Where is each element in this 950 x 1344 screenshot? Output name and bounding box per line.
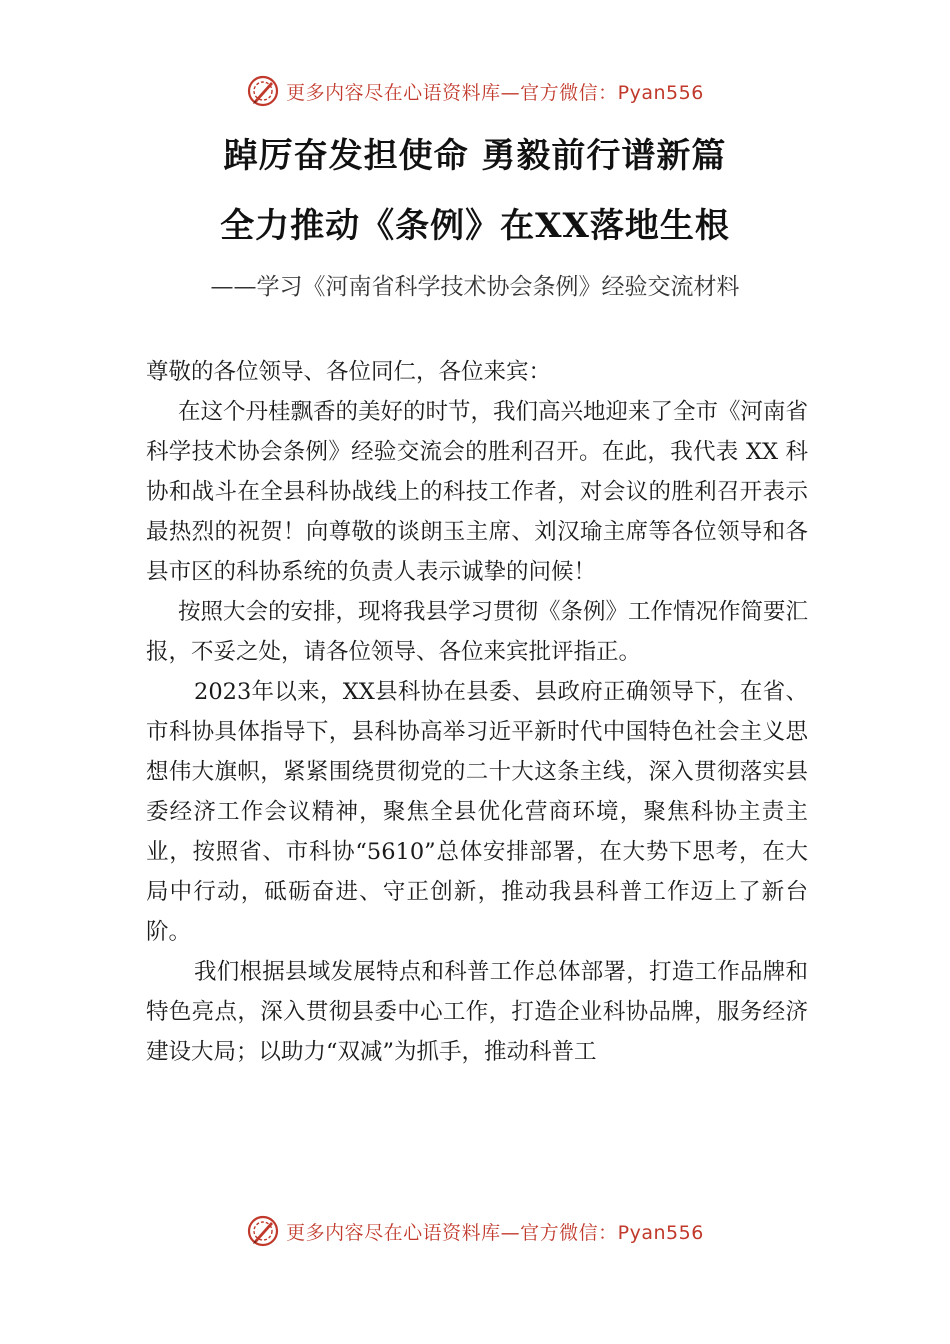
watermark-text: 更多内容尽在心语资料库—官方微信：Pyan556 — [286, 1221, 704, 1244]
watermark-text: 更多内容尽在心语资料库—官方微信：Pyan556 — [286, 81, 704, 104]
pen-seal-logo-icon — [246, 1214, 280, 1248]
body-paragraph-1: 在这个丹桂飘香的美好的时节，我们高兴地迎来了全市《河南省科学技术协会条例》经验交流会的胜利召开。在此，我代表 XX 科协和战斗在全县科协战线上的科技工作者，对会议的胜利召开表示最热烈的祝贺！向尊敬的谈朗玉主席、刘汉瑜主席等各位领导和各县市区的科协系统的负责人表示诚挚的问候！ — [146, 399, 809, 585]
pen-seal-logo-icon — [246, 74, 280, 108]
salutation: 尊敬的各位领导、各位同仁，各位来宾： — [146, 359, 552, 385]
document-body — [146, 352, 808, 1072]
body-paragraph-4: 我们根据县域发展特点和科普工作总体部署，打造工作品牌和特色亮点，深入贯彻县委中心工作，打造企业科协品牌，服务经济建设大局；以助力“双减”为抓手，推动科普工 — [146, 959, 808, 1065]
body-paragraph-2: 按照大会的安排，现将我县学习贯彻《条例》工作情况作简要汇报，不妥之处，请各位领导、各位来宾批评指正。 — [146, 599, 809, 665]
watermark-header — [0, 74, 950, 108]
document-title-line-1: 踔厉奋发担使命 勇毅前行谱新篇 — [223, 136, 727, 176]
document-title-line-2: 全力推动《条例》在XX落地生根 — [220, 206, 730, 246]
document-subtitle: ——学习《河南省科学技术协会条例》经验交流材料 — [210, 274, 740, 300]
body-paragraph-3: 2023年以来，XX县科协在县委、县政府正确领导下，在省、市科协具体指导下，县科协高举习近平新时代中国特色社会主义思想伟大旗帜，紧紧围绕贯彻党的二十大这条主线，深入贯彻落实县委经济工作会议精神，聚焦全县优化营商环境，聚焦科协主责主业，按照省、市科协“5610”总体安排部署，在大势下思考，在大局中行动，砥砺奋进、守正创新，推动我县科普工作迈上了新台阶。 — [146, 679, 808, 945]
watermark-footer — [0, 1214, 950, 1248]
